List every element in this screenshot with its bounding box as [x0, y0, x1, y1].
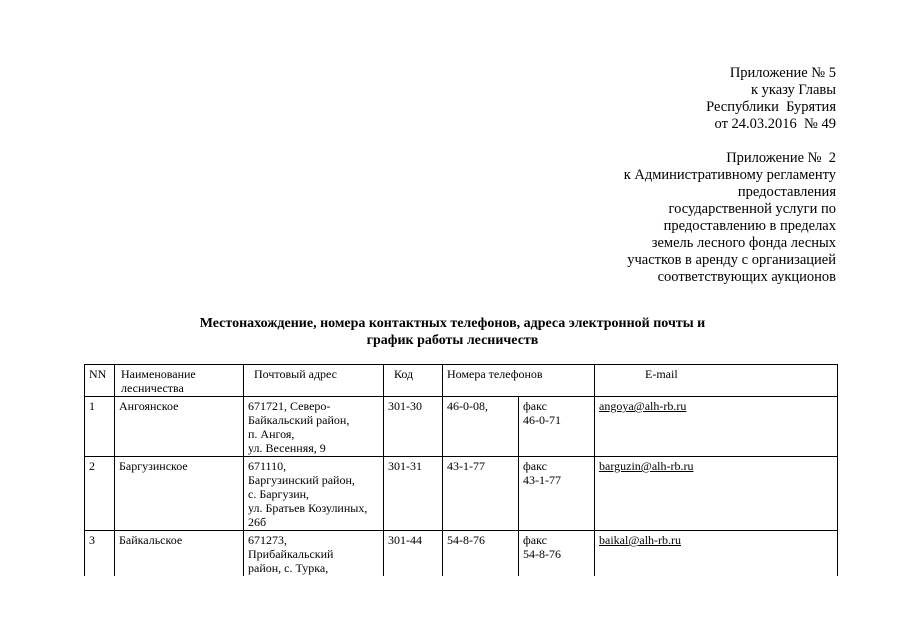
header-phones	[443, 365, 595, 397]
address-line: район, с. Турка,	[248, 561, 329, 575]
appendix2-line: земель лесного фонда лесных	[651, 235, 836, 251]
header-name-line: Наименование	[121, 367, 196, 381]
table-row	[85, 457, 838, 531]
address-line: 671273,	[248, 533, 287, 547]
header-phones-label: Номера телефонов	[447, 367, 543, 381]
address-line: Баргузинский район,	[248, 473, 355, 487]
appendix2-line: предоставления	[737, 184, 836, 200]
header-address-label: Почтовый адрес	[254, 367, 338, 381]
appendix2-line: государственной услуги по	[668, 201, 836, 217]
cell-name: Ангоянское	[115, 397, 244, 457]
address-line: 671110,	[248, 459, 287, 473]
appendix-line: к указу Главы	[750, 82, 836, 98]
table-row	[85, 397, 838, 457]
fax-label: факс	[523, 459, 547, 473]
header-name-line: лесничества	[121, 381, 184, 395]
address-line: Прибайкальский	[248, 547, 334, 561]
address-line: п. Ангоя,	[248, 427, 295, 441]
address-line: Байкальский район,	[248, 413, 350, 427]
cell-nn: 2	[85, 457, 115, 531]
appendix-header	[706, 65, 836, 133]
cell-code: 301-44	[384, 531, 443, 577]
fax-label: факс	[523, 533, 547, 547]
address-line: ул. Весенняя, 9	[248, 441, 326, 455]
header-email	[595, 365, 838, 397]
cell-name: Баргузинское	[115, 457, 244, 531]
cell-address	[244, 531, 384, 577]
appendix-line: Республики Бурятия	[706, 99, 836, 115]
appendix2-line: соответствующих аукционов	[657, 269, 836, 285]
fax-label: факс	[523, 399, 547, 413]
header-code	[384, 365, 443, 397]
cell-email	[595, 531, 838, 577]
header-email-label: E-mail	[645, 367, 678, 381]
cell-address	[244, 457, 384, 531]
fax-number: 54-8-76	[523, 547, 561, 561]
table-row	[85, 531, 838, 577]
cell-nn: 3	[85, 531, 115, 577]
cell-email	[595, 457, 838, 531]
cell-code: 301-31	[384, 457, 443, 531]
address-line: 671721, Северо-	[248, 399, 331, 413]
header-address	[244, 365, 384, 397]
header-name	[115, 365, 244, 397]
forestry-table	[84, 364, 838, 576]
cell-name: Байкальское	[115, 531, 244, 577]
cell-nn: 1	[85, 397, 115, 457]
title-line-1: Местонахождение, номера контактных телефонов, адреса электронной почты и	[199, 316, 706, 331]
cell-phone: 43-1-77	[443, 457, 519, 531]
header-nn: NN	[85, 365, 115, 397]
fax-number: 43-1-77	[523, 473, 561, 487]
appendix2-line: участков в аренду с организацией	[627, 252, 836, 268]
cell-email	[595, 397, 838, 457]
title-line-2: график работы лесничеств	[366, 333, 539, 348]
cell-phone: 46-0-08,	[443, 397, 519, 457]
address-line: 26б	[248, 515, 267, 529]
email-link[interactable]: barguzin@alh-rb.ru	[599, 459, 694, 473]
cell-code: 301-30	[384, 397, 443, 457]
appendix2-line: Приложение № 2	[726, 150, 836, 166]
header-code-label: Код	[394, 367, 414, 381]
cell-fax	[519, 531, 595, 577]
cell-fax	[519, 457, 595, 531]
appendix-line: Приложение № 5	[729, 65, 836, 81]
email-link[interactable]: angoya@alh-rb.ru	[599, 399, 687, 413]
appendix-line: от 24.03.2016 № 49	[714, 116, 836, 132]
table-header-row	[85, 365, 838, 397]
cell-phone: 54-8-76	[443, 531, 519, 577]
cell-address	[244, 397, 384, 457]
appendix2-header	[624, 150, 836, 286]
cell-fax	[519, 397, 595, 457]
fax-number: 46-0-71	[523, 413, 561, 427]
address-line: ул. Братьев Козулиных,	[248, 501, 368, 515]
appendix2-line: предоставлению в пределах	[663, 218, 836, 234]
address-line: с. Баргузин,	[248, 487, 310, 501]
appendix2-line: к Административному регламенту	[623, 167, 836, 183]
email-link[interactable]: baikal@alh-rb.ru	[599, 533, 682, 547]
document-title	[0, 315, 905, 349]
